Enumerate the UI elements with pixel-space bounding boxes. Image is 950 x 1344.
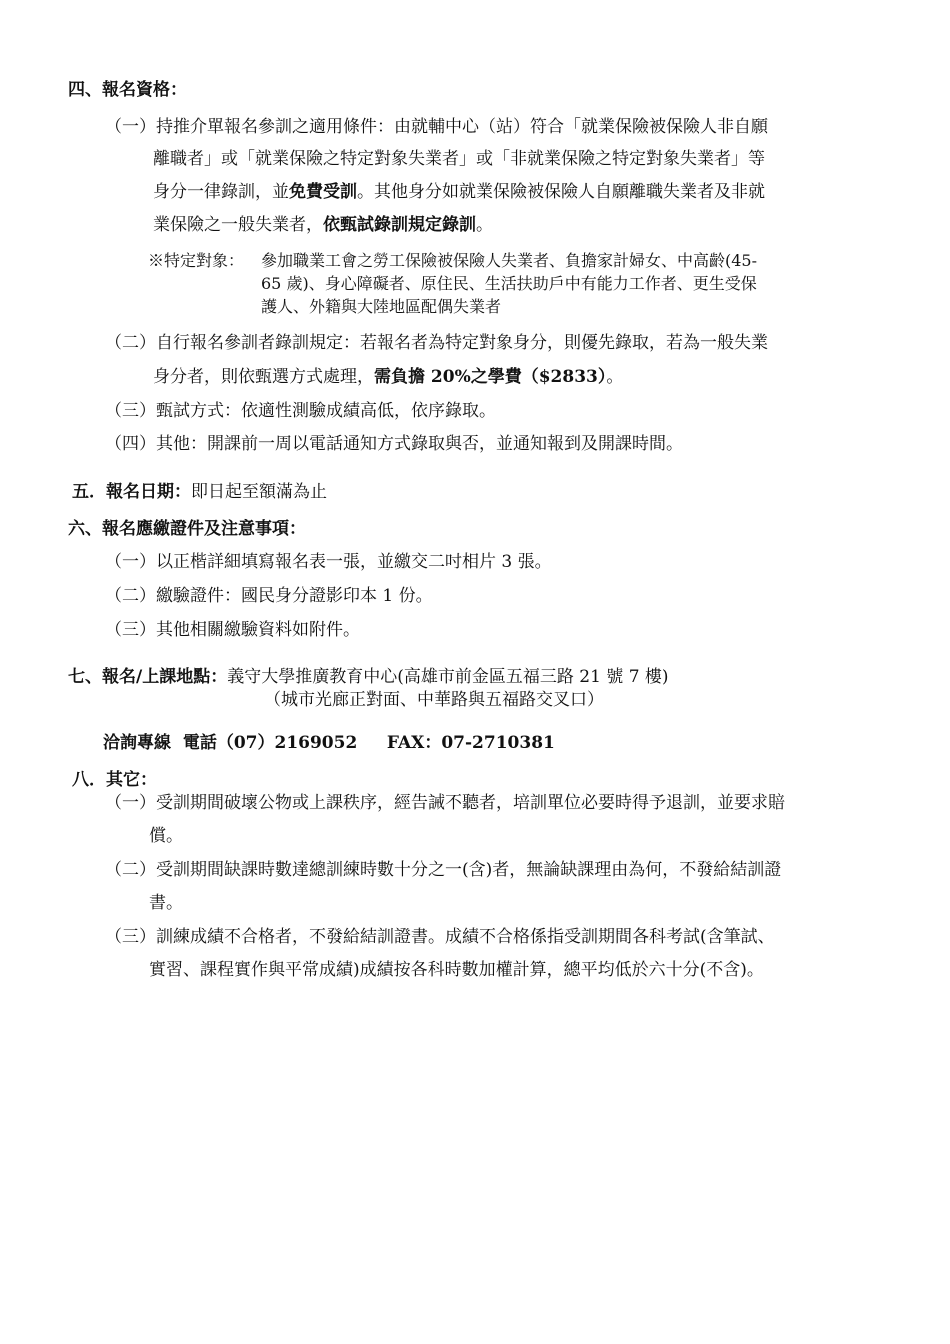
section-4-item-1-line-2: 離職者」或「就業保險之特定對象失業者」或「非就業保險之特定對象失業者」等 [153, 149, 765, 169]
section-6-item-3: （三）其他相關繳驗資料如附件。 [105, 620, 360, 640]
section-6-heading: 六、報名應繳證件及注意事項： [68, 519, 306, 539]
section-4-item-1-line-1: （一）持推介單報名參訓之適用條件：由就輔中心（站）符合「就業保險被保險人非自願 [105, 117, 768, 137]
section-5 [72, 480, 327, 504]
section-4-item-2-line-1: （二）自行報名參訓者錄訓規定：若報名者為特定對象身分，則優先錄取，若為一般失業 [105, 333, 768, 353]
section-4-heading: 四、報名資格： [68, 80, 187, 100]
text-segment: 。其他身分如就業保險被保險人自願離職失業者及非就 [357, 182, 765, 202]
section-4-item-1-line-4 [153, 213, 493, 237]
special-target-line-1: 參加職業工會之勞工保險被保險人失業者、負擔家計婦女、中高齡(45- [261, 251, 758, 270]
section-8-item-1-line-2: 償。 [149, 826, 183, 846]
special-target-label: ※特定對象： [148, 251, 245, 270]
tuition-emphasis: 需負擔 20%之學費（$2833） [374, 367, 607, 387]
text-segment: 身分一律錄訓，並 [153, 182, 289, 202]
section-4-item-4: （四）其他：開課前一周以電話通知方式錄取與否，並通知報到及開課時間。 [105, 434, 683, 454]
screening-rule-emphasis: 依甄試錄訓規定錄訓 [323, 215, 476, 235]
section-5-heading: 五．報名日期： [72, 482, 191, 502]
special-target-line-2: 65 歲)、身心障礙者、原住民、生活扶助戶中有能力工作者、更生受保 [261, 274, 757, 293]
text-segment: 身分者，則依甄選方式處理， [153, 367, 374, 387]
text-segment: 。 [476, 215, 493, 235]
section-8-item-3-line-1: （三）訓練成績不合格者，不發給結訓證書。成績不合格係指受訓期間各科考試(含筆試、 [105, 927, 775, 947]
section-8-heading: 八．其它： [72, 770, 157, 790]
section-7 [68, 665, 669, 689]
section-4-item-1-line-3 [153, 180, 765, 204]
section-8-item-1-line-1: （一）受訓期間破壞公物或上課秩序，經告誡不聽者，培訓單位必要時得予退訓，並要求賠 [105, 793, 785, 813]
section-8-item-3-line-2: 實習、課程實作與平常成績)成績按各科時數加權計算，總平均低於六十分(不含)。 [149, 960, 764, 980]
free-training-emphasis: 免費受訓 [289, 182, 357, 202]
section-8-item-2-line-2: 書。 [149, 893, 183, 913]
text-segment: 。 [606, 367, 624, 387]
section-4-item-3: （三）甄試方式：依適性測驗成績高低，依序錄取。 [105, 401, 496, 421]
section-7-address: 義守大學推廣教育中心(高雄市前金區五福三路 21 號 7 樓) [227, 667, 669, 687]
section-6-item-1: （一）以正楷詳細填寫報名表一張，並繳交二吋相片 3 張。 [105, 552, 552, 572]
section-7-heading: 七、報名/上課地點： [68, 667, 228, 687]
section-5-text: 即日起至額滿為止 [191, 482, 327, 502]
section-6-item-2: （二）繳驗證件：國民身分證影印本 1 份。 [105, 586, 433, 606]
section-7-landmark: （城市光廊正對面、中華路與五福路交叉口） [264, 690, 604, 710]
section-8-item-2-line-1: （二）受訓期間缺課時數達總訓練時數十分之一(含)者，無論缺課理由為何，不發給結訓證 [105, 860, 782, 880]
special-target-line-3: 護人、外籍與大陸地區配偶失業者 [261, 297, 502, 316]
contact-line: 洽詢專線 電話（07）2169052 FAX：07-2710381 [103, 733, 555, 753]
section-4-item-2-line-2 [153, 365, 623, 389]
text-segment: 業保險之一般失業者， [153, 215, 323, 235]
